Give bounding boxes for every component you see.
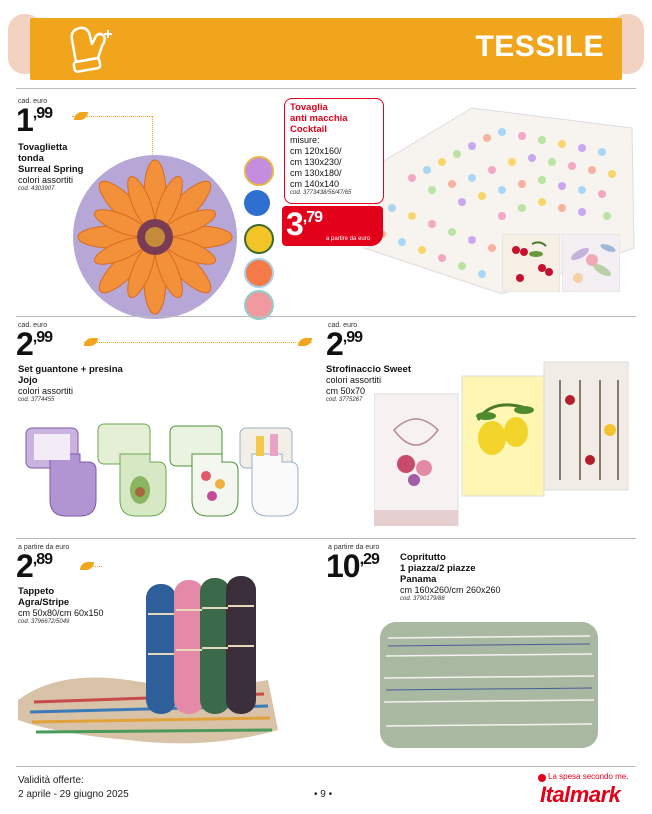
price: 2,89: [16, 548, 53, 584]
tea-towels-image: [374, 360, 630, 526]
price: 3,79: [286, 206, 323, 242]
dotted-line: [152, 116, 153, 156]
brand-logo: Italmark: [540, 782, 621, 807]
dotted-line: [84, 342, 312, 343]
color-variant-swatch: [244, 224, 274, 254]
leaf-icon: [84, 338, 98, 346]
price-label: cad. euro: [328, 322, 358, 329]
validity-label: Validità offerte:: [18, 775, 84, 786]
product-info: Set guantone + presina Jojo colori assortiti cod. 3774455: [18, 364, 123, 403]
cherry-pattern-swatch: [502, 234, 560, 292]
price: 2,99: [16, 326, 53, 362]
product-info: Tovaglietta tonda Surreal Spring colori assortiti cod. 4303907: [18, 142, 84, 192]
bedspread-image: [376, 616, 602, 754]
color-variant-swatch: [244, 156, 274, 186]
oven-mitt-icon: [62, 22, 122, 78]
header-divider: [16, 88, 636, 89]
floral-pattern-swatch: [562, 234, 620, 292]
price: 2,99: [326, 326, 363, 362]
price-label: cad. euro: [18, 322, 48, 329]
price-label: cad. euro: [18, 98, 48, 105]
leaf-icon: [298, 338, 312, 346]
price-note: a partire da euro: [326, 236, 371, 242]
oven-mitt-set-image: [20, 414, 310, 520]
price-label: a partire da euro: [328, 544, 380, 551]
section-divider: [16, 316, 636, 317]
validity-dates: 2 aprile - 29 giugno 2025: [18, 789, 129, 800]
color-variant-swatch: [244, 258, 274, 288]
rugs-image: [14, 574, 284, 750]
leaf-icon: [80, 562, 94, 570]
footer-divider: [16, 766, 636, 767]
price: 1,99: [16, 102, 53, 138]
logo-icon: [538, 774, 546, 782]
product-info: Tappeto Agra/Stripe cm 50x80/cm 60x150 cod. 3796672/5049: [18, 586, 104, 625]
price-label: a partire da euro: [18, 544, 70, 551]
section-divider: [16, 538, 636, 539]
product-info: Copritutto 1 piazza/2 piazze Panama cm 160x260/cm 260x260 cod. 3790179/88: [400, 552, 501, 602]
product-info: Strofinaccio Sweet colori assortiti cm 50x70 cod. 3775267: [326, 364, 411, 403]
leaf-icon: [74, 112, 88, 120]
placemat-image: [72, 154, 238, 320]
product-info: Tovaglia anti macchia Cocktail misure: cm 120x160/ cm 130x230/ cm 130x180/ cm 140x140 cod. 3773438/56/47/65: [290, 102, 352, 196]
price: 10,29: [326, 548, 379, 584]
page-title: TESSILE: [475, 30, 604, 63]
color-variant-swatch: [244, 190, 270, 216]
page-number: • 9 •: [314, 789, 333, 800]
brand-tagline: La spesa secondo me.: [548, 772, 629, 781]
